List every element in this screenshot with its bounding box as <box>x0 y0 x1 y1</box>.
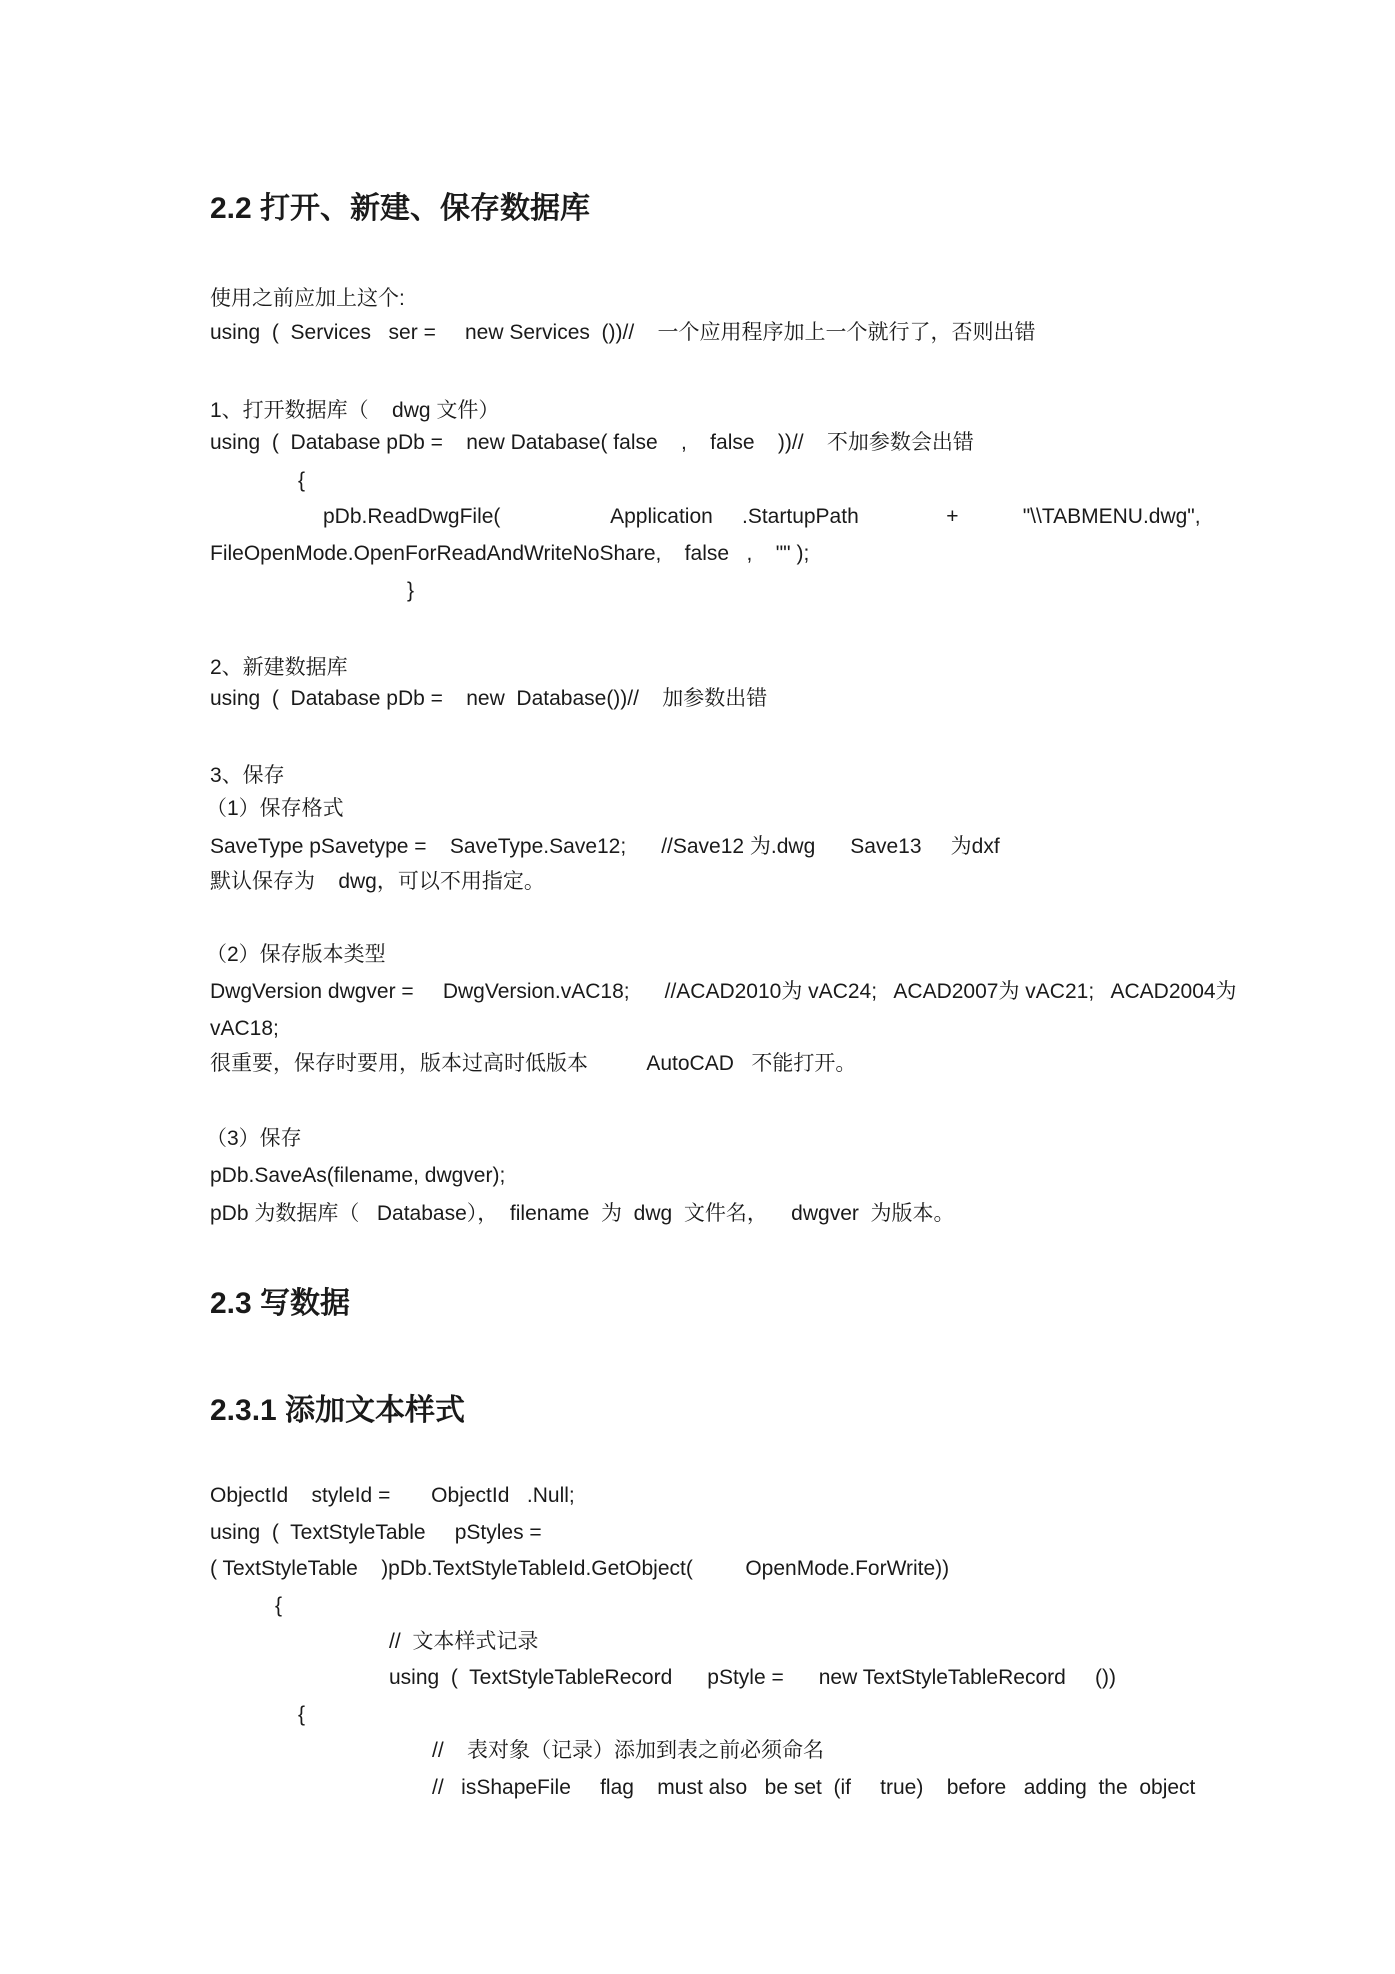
save-version-title: （2）保存版本类型 <box>206 943 386 966</box>
code-brace-open: { <box>298 469 306 492</box>
save-format-title: （1）保存格式 <box>206 797 344 820</box>
code-line-new-db: using ( Database pDb = new Database())// 加参数出错 <box>210 687 768 710</box>
code-comment-textstyle-record: // 文本样式记录 <box>389 1630 539 1653</box>
save-title: 3、保存 <box>210 764 285 787</box>
code-comment-isshapefile: // isShapeFile flag must also be set (if true) before adding the object <box>432 1776 1196 1799</box>
code-line-services: using ( Services ser = new Services ())// 一个应用程序加上一个就行了，否则出错 <box>210 321 1036 344</box>
intro-text: 使用之前应加上这个: <box>210 287 405 310</box>
code-brace-close: } <box>407 579 415 602</box>
section-heading-2-2: 2.2 打开、新建、保存数据库 <box>210 192 591 225</box>
save-action-note: pDb 为数据库（ Database）， filename 为 dwg 文件名， dwgver 为版本。 <box>210 1202 955 1225</box>
code-line-read-dwg-cont: FileOpenMode.OpenForReadAndWriteNoShare, false , "" ); <box>210 542 810 565</box>
new-db-title: 2、新建数据库 <box>210 656 348 679</box>
code-comment-must-name: // 表对象（记录）添加到表之前必须命名 <box>432 1739 825 1762</box>
save-version-note: 很重要，保存时要用，版本过高时低版本 AutoCAD 不能打开。 <box>210 1052 857 1075</box>
code-line-using-textstyletable: using ( TextStyleTable pStyles = <box>210 1521 542 1544</box>
code-brace-open-2: { <box>298 1703 306 1726</box>
code-line-savetype: SaveType pSavetype = SaveType.Save12; //Save12 为.dwg Save13 为dxf <box>210 835 1000 858</box>
code-brace-open-1: { <box>275 1594 283 1617</box>
code-line-dwgversion-cont: vAC18; <box>210 1017 279 1040</box>
code-line-objectid: ObjectId styleId = ObjectId .Null; <box>210 1484 575 1507</box>
section-heading-2-3-1: 2.3.1 添加文本样式 <box>210 1394 466 1427</box>
open-db-title: 1、打开数据库（ dwg 文件） <box>210 399 500 422</box>
save-format-note: 默认保存为 dwg，可以不用指定。 <box>210 870 545 893</box>
section-heading-2-3: 2.3 写数据 <box>210 1287 351 1320</box>
save-action-title: （3）保存 <box>206 1127 302 1150</box>
code-line-getobject: ( TextStyleTable )pDb.TextStyleTableId.GetObject( OpenMode.ForWrite)) <box>210 1557 950 1580</box>
code-line-saveas: pDb.SaveAs(filename, dwgver); <box>210 1164 506 1187</box>
code-line-using-textstylerecord: using ( TextStyleTableRecord pStyle = new TextStyleTableRecord ()) <box>389 1666 1116 1689</box>
code-line-open-db: using ( Database pDb = new Database( false , false ))// 不加参数会出错 <box>210 431 974 454</box>
code-line-read-dwg: pDb.ReadDwgFile( Application .StartupPath + "\\TABMENU.dwg", <box>323 505 1201 528</box>
code-line-dwgversion: DwgVersion dwgver = DwgVersion.vAC18; //ACAD2010为 vAC24; ACAD2007为 vAC21; ACAD2004为 <box>210 980 1237 1003</box>
